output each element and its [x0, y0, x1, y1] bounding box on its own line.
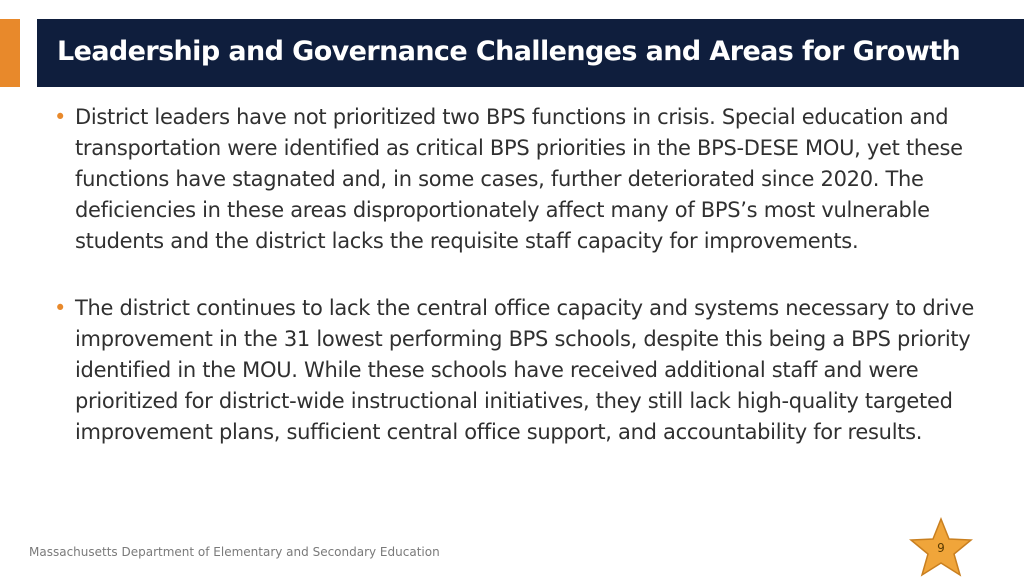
- bullet-list: [54, 102, 1014, 448]
- bullet-item: [54, 102, 1014, 257]
- bullet-dot: •: [54, 296, 67, 320]
- page-number: 9: [937, 541, 945, 555]
- bullet-text: District leaders have not prioritized two BPS functions in crisis. Special education and transportation were identified as critical BPS priorities in the BPS-DESE MOU, yet these functions have stagnated and, in some cases, further deteriorated since 2020. The deficiencies in these areas disproportionately affect many of BPS’s most vulnerable students and the district lacks the requisite staff capacity for improvements.: [75, 105, 963, 253]
- bullet-item: [54, 293, 1014, 448]
- bullet-text: The district continues to lack the central office capacity and systems necessary to drive improvement in the 31 lowest performing BPS schools, despite this being a BPS priority identified in the MOU. While these schools have received additional staff and were prioritized for district-wide instructional initiatives, they still lack high-quality targeted improvement plans, sufficient central office support, and accountability for results.: [75, 296, 974, 444]
- accent-bar: [0, 19, 20, 87]
- slide-title: Leadership and Governance Challenges and Areas for Growth: [57, 36, 961, 67]
- footer-organization: Massachusetts Department of Elementary and Secondary Education: [29, 545, 440, 559]
- bullet-dot: •: [54, 105, 67, 129]
- title-bar: [37, 19, 1024, 87]
